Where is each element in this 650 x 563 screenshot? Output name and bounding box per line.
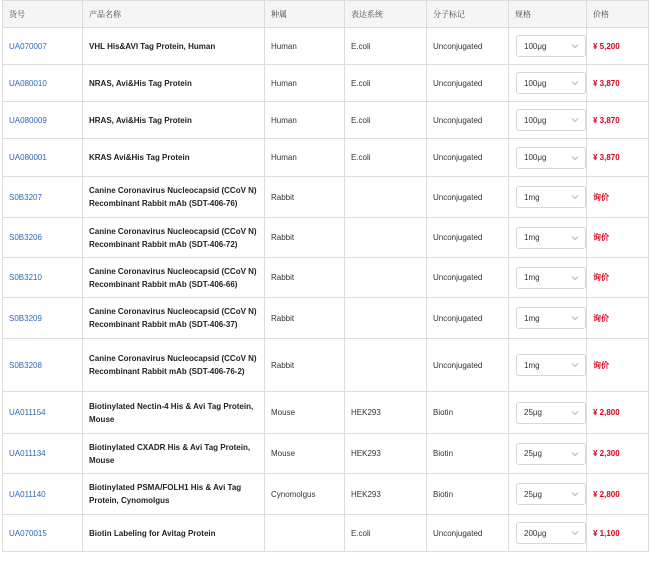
- expression-system-cell: HEK293: [345, 474, 427, 515]
- chevron-down-icon: [571, 154, 579, 162]
- molecular-label-cell: Unconjugated: [427, 65, 509, 102]
- spec-select-value: 200μg: [524, 528, 547, 538]
- species-cell: Human: [265, 139, 345, 177]
- chevron-down-icon: [571, 193, 579, 201]
- spec-select[interactable]: [516, 443, 586, 465]
- spec-cell: [509, 218, 587, 258]
- species-cell: Rabbit: [265, 218, 345, 258]
- spec-select-value: 25μg: [524, 489, 542, 499]
- header-price: 价格: [587, 1, 649, 28]
- chevron-down-icon: [571, 361, 579, 369]
- product-code-link[interactable]: UA070007: [3, 28, 83, 65]
- species-cell: Mouse: [265, 434, 345, 474]
- spec-select-value: 1mg: [524, 313, 540, 323]
- spec-select-value: 25μg: [524, 449, 542, 458]
- species-cell: Rabbit: [265, 258, 345, 298]
- spec-select-value: 100μg: [524, 153, 547, 162]
- chevron-down-icon: [571, 314, 579, 322]
- spec-select[interactable]: [516, 354, 586, 376]
- spec-select-value: 1mg: [524, 273, 540, 282]
- product-name: Canine Coronavirus Nucleocapsid (CCoV N) Recombinant Rabbit mAb (SDT-406-76-2): [83, 339, 265, 392]
- spec-cell: [509, 102, 587, 139]
- table-row: [3, 339, 649, 392]
- product-name: Canine Coronavirus Nucleocapsid (CCoV N) Recombinant Rabbit mAb (SDT-406-66): [83, 258, 265, 298]
- molecular-label-cell: Unconjugated: [427, 177, 509, 218]
- spec-select[interactable]: [516, 109, 586, 131]
- price-cell: ¥ 2,800: [587, 474, 649, 515]
- species-cell: Human: [265, 28, 345, 65]
- expression-system-cell: [345, 298, 427, 339]
- spec-select-value: 100μg: [524, 78, 547, 88]
- chevron-down-icon: [571, 274, 579, 282]
- molecular-label-cell: Unconjugated: [427, 258, 509, 298]
- expression-system-cell: [345, 218, 427, 258]
- spec-select-value: 1mg: [524, 192, 540, 202]
- chevron-down-icon: [571, 116, 579, 124]
- spec-select[interactable]: [516, 402, 586, 424]
- molecular-label-cell: Unconjugated: [427, 218, 509, 258]
- header-label: 分子标记: [427, 1, 509, 28]
- molecular-label-cell: Biotin: [427, 434, 509, 474]
- product-name: VHL His&AVI Tag Protein, Human: [83, 28, 265, 65]
- header-expression: 表达系统: [345, 1, 427, 28]
- chevron-down-icon: [571, 490, 579, 498]
- chevron-down-icon: [571, 234, 579, 242]
- table-row: [3, 102, 649, 139]
- product-name: Biotinylated Nectin-4 His & Avi Tag Protein, Mouse: [83, 392, 265, 434]
- expression-system-cell: E.coli: [345, 102, 427, 139]
- spec-cell: [509, 298, 587, 339]
- table-row: [3, 258, 649, 298]
- product-code-link[interactable]: S0B3210: [3, 258, 83, 298]
- chevron-down-icon: [571, 42, 579, 50]
- spec-cell: [509, 28, 587, 65]
- product-name: Canine Coronavirus Nucleocapsid (CCoV N) Recombinant Rabbit mAb (SDT-406-37): [83, 298, 265, 339]
- spec-select[interactable]: [516, 522, 586, 544]
- expression-system-cell: [345, 339, 427, 392]
- product-table: [2, 0, 649, 552]
- table-row: [3, 65, 649, 102]
- spec-cell: [509, 515, 587, 552]
- table-row: [3, 298, 649, 339]
- price-cell: ¥ 3,870: [587, 139, 649, 177]
- species-cell: Rabbit: [265, 177, 345, 218]
- product-code-link[interactable]: UA080001: [3, 139, 83, 177]
- molecular-label-cell: Unconjugated: [427, 102, 509, 139]
- price-cell: 询价: [587, 177, 649, 218]
- header-code: 货号: [3, 1, 83, 28]
- spec-cell: [509, 177, 587, 218]
- molecular-label-cell: Unconjugated: [427, 28, 509, 65]
- price-cell: ¥ 3,870: [587, 65, 649, 102]
- table-row: [3, 177, 649, 218]
- species-cell: Mouse: [265, 392, 345, 434]
- product-code-link[interactable]: UA070015: [3, 515, 83, 552]
- spec-select-value: 1mg: [524, 360, 540, 370]
- product-code-link[interactable]: S0B3208: [3, 339, 83, 392]
- spec-select[interactable]: [516, 267, 586, 289]
- product-name: NRAS, Avi&His Tag Protein: [83, 65, 265, 102]
- spec-select-value: 25μg: [524, 408, 542, 417]
- product-code-link[interactable]: UA080009: [3, 102, 83, 139]
- product-name: Biotinylated CXADR His & Avi Tag Protein, Mouse: [83, 434, 265, 474]
- product-code-link[interactable]: S0B3206: [3, 218, 83, 258]
- price-cell: ¥ 5,200: [587, 28, 649, 65]
- expression-system-cell: E.coli: [345, 515, 427, 552]
- product-code-link[interactable]: UA080010: [3, 65, 83, 102]
- product-code-link[interactable]: S0B3209: [3, 298, 83, 339]
- price-cell: ¥ 2,800: [587, 392, 649, 434]
- table-row: [3, 515, 649, 552]
- product-name: Canine Coronavirus Nucleocapsid (CCoV N) Recombinant Rabbit mAb (SDT-406-76): [83, 177, 265, 218]
- price-cell: 询价: [587, 339, 649, 392]
- spec-select-value: 1mg: [524, 233, 540, 242]
- expression-system-cell: [345, 177, 427, 218]
- product-code-link[interactable]: S0B3207: [3, 177, 83, 218]
- species-cell: [265, 515, 345, 552]
- table-row: [3, 218, 649, 258]
- spec-select[interactable]: [516, 186, 586, 208]
- spec-select[interactable]: [516, 227, 586, 249]
- species-cell: Cynomolgus: [265, 474, 345, 515]
- molecular-label-cell: Biotin: [427, 474, 509, 515]
- header-name: 产品名称: [83, 1, 265, 28]
- spec-cell: [509, 392, 587, 434]
- price-cell: ¥ 1,100: [587, 515, 649, 552]
- price-cell: 询价: [587, 258, 649, 298]
- expression-system-cell: HEK293: [345, 434, 427, 474]
- table-row: [3, 392, 649, 434]
- spec-cell: [509, 258, 587, 298]
- spec-cell: [509, 434, 587, 474]
- spec-select-value: 100μg: [524, 115, 547, 125]
- product-name: Biotinylated PSMA/FOLH1 His & Avi Tag Protein, Cynomolgus: [83, 474, 265, 515]
- table-row: [3, 434, 649, 474]
- price-cell: 询价: [587, 298, 649, 339]
- expression-system-cell: E.coli: [345, 139, 427, 177]
- species-cell: Human: [265, 65, 345, 102]
- product-name: Biotin Labeling for Avitag Protein: [83, 515, 265, 552]
- header-spec: 规格: [509, 1, 587, 28]
- spec-cell: [509, 474, 587, 515]
- molecular-label-cell: Unconjugated: [427, 298, 509, 339]
- expression-system-cell: E.coli: [345, 28, 427, 65]
- chevron-down-icon: [571, 409, 579, 417]
- table-row: [3, 139, 649, 177]
- chevron-down-icon: [571, 79, 579, 87]
- species-cell: Rabbit: [265, 339, 345, 392]
- spec-select[interactable]: [516, 483, 586, 505]
- species-cell: Human: [265, 102, 345, 139]
- spec-cell: [509, 65, 587, 102]
- header-species: 种属: [265, 1, 345, 28]
- expression-system-cell: [345, 258, 427, 298]
- molecular-label-cell: Biotin: [427, 392, 509, 434]
- species-cell: Rabbit: [265, 298, 345, 339]
- expression-system-cell: HEK293: [345, 392, 427, 434]
- table-row: [3, 28, 649, 65]
- table-header-row: [3, 1, 649, 28]
- price-cell: ¥ 3,870: [587, 102, 649, 139]
- expression-system-cell: E.coli: [345, 65, 427, 102]
- chevron-down-icon: [571, 529, 579, 537]
- product-name: HRAS, Avi&His Tag Protein: [83, 102, 265, 139]
- product-name: KRAS Avi&His Tag Protein: [83, 139, 265, 177]
- spec-select[interactable]: [516, 72, 586, 94]
- spec-select-value: 100μg: [524, 41, 547, 51]
- product-name: Canine Coronavirus Nucleocapsid (CCoV N) Recombinant Rabbit mAb (SDT-406-72): [83, 218, 265, 258]
- product-code-link[interactable]: UA011154: [3, 392, 83, 434]
- spec-select[interactable]: [516, 35, 586, 57]
- spec-select[interactable]: [516, 147, 586, 169]
- molecular-label-cell: Unconjugated: [427, 515, 509, 552]
- product-code-link[interactable]: UA011134: [3, 434, 83, 474]
- molecular-label-cell: Unconjugated: [427, 339, 509, 392]
- spec-select[interactable]: [516, 307, 586, 329]
- chevron-down-icon: [571, 450, 579, 458]
- price-cell: 询价: [587, 218, 649, 258]
- molecular-label-cell: Unconjugated: [427, 139, 509, 177]
- spec-cell: [509, 139, 587, 177]
- product-code-link[interactable]: UA011140: [3, 474, 83, 515]
- price-cell: ¥ 2,300: [587, 434, 649, 474]
- table-row: [3, 474, 649, 515]
- spec-cell: [509, 339, 587, 392]
